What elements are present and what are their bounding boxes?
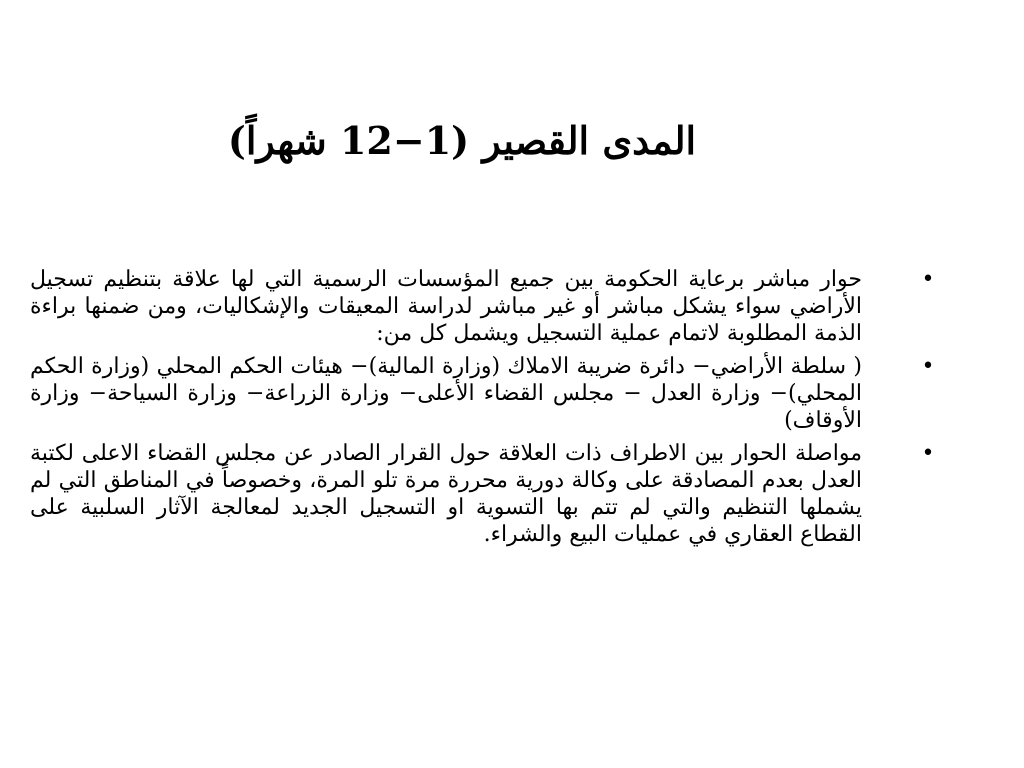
- bullet-text: ( سلطة الأراضي− دائرة ضريبة الاملاك (وزارة المالية)− هيئات الحكم المحلي (وزارة الحكم المحلي)− وزارة العدل − مجلس القضاء الأعلى− وزارة الزراعة− وزارة السياحة− وزارة الأوقاف): [30, 354, 862, 433]
- bullet-text: حوار مباشر برعاية الحكومة بين جميع المؤسسات الرسمية التي لها علاقة بتنظيم تسجيل الأراضي سواء يشكل مباشر أو غير مباشر لدراسة المعيقات والإشكاليات، ومن ضمنها براءة الذمة المطلوبة لاتمام عملية التسجيل ويشمل كل من:: [30, 267, 862, 346]
- bullet-icon: •: [921, 441, 935, 466]
- list-item: [30, 353, 938, 434]
- bullet-list: [30, 266, 938, 554]
- list-item: [30, 266, 938, 347]
- bullet-icon: •: [921, 354, 935, 379]
- list-item: [30, 440, 938, 548]
- bullet-icon: •: [921, 267, 935, 292]
- slide-title: المدى القصير (1−12 شهراً): [227, 118, 697, 163]
- bullet-text: مواصلة الحوار بين الاطراف ذات العلاقة حول القرار الصادر عن مجلس القضاء الاعلى لكتبة العدل بعدم المصادقة على وكالة دورية محررة مرة تلو المرة، وخصوصاً في المناطق التي لم يشملها التنظيم والتي لم تتم بها التسوية او التسجيل الجديد لمعالجة الآثار السلبية على القطاع العقاري في عمليات البيع والشراء.: [30, 441, 863, 547]
